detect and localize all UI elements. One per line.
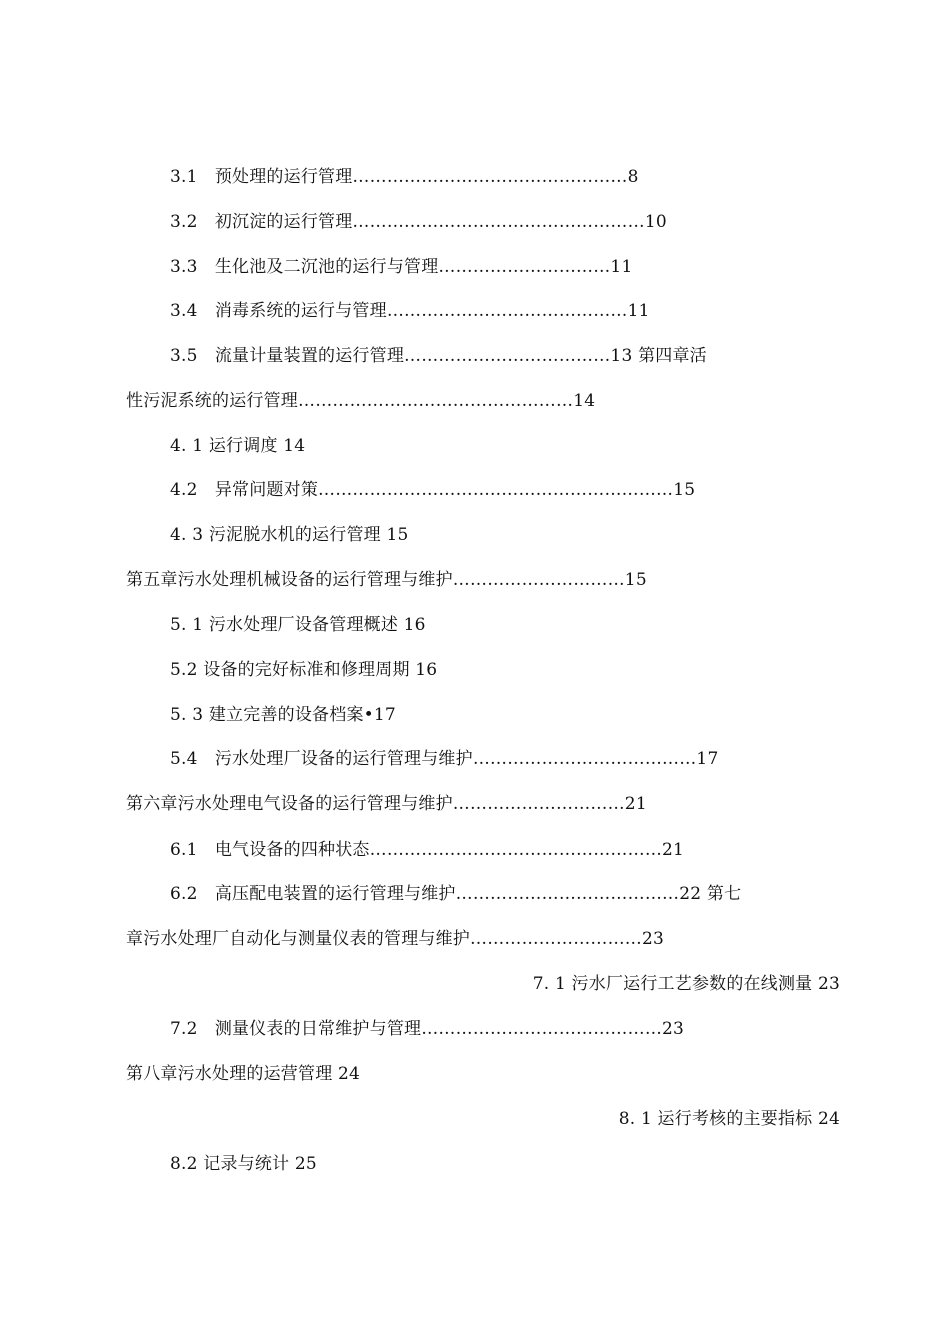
- toc-entry-3-1: 3.1 预处理的运行管理…………………………………………8: [170, 167, 639, 187]
- toc-entry-7-2: 7.2 测量仪表的日常维护与管理……………………………………23: [170, 1019, 685, 1039]
- toc-entry-chapter-8: 第八章污水处理的运营管理 24: [126, 1064, 361, 1084]
- toc-entry-6-1: 6.1 电气设备的四种状态……………………………………………21: [170, 840, 685, 860]
- toc-entry-chapter-7: 章污水处理厂自动化与测量仪表的管理与维护…………………………23: [126, 929, 665, 949]
- toc-entry-4-3: 4. 3 污泥脱水机的运行管理 15: [170, 525, 409, 545]
- toc-entry-4-2: 4.2 异常问题对策…………………………..…………………………15: [170, 480, 696, 500]
- toc-entry-4-1: 4. 1 运行调度 14: [170, 436, 306, 456]
- toc-entry-5-1: 5. 1 污水处理厂设备管理概述 16: [170, 615, 426, 635]
- toc-entry-3-3: 3.3 生化池及二沉池的运行与管理…………………………11: [170, 257, 633, 277]
- toc-entry-chapter-5: 第五章污水处理机械设备的运行管理与维护…………………………15: [126, 570, 647, 590]
- toc-entry-8-2: 8.2 记录与统计 25: [170, 1154, 317, 1174]
- toc-entry-3-5: 3.5 流量计量装置的运行管理………………………………13 第四章活: [170, 346, 707, 366]
- toc-entry-5-4: 5.4 污水处理厂设备的运行管理与维护…………………………………17: [170, 749, 719, 769]
- toc-entry-3-4: 3.4 消毒系统的运行与管理……………………………………11: [170, 301, 650, 321]
- toc-entry-6-2: 6.2 高压配电装置的运行管理与维护…………………………………22 第七: [170, 884, 742, 904]
- toc-entry-8-1: 8. 1 运行考核的主要指标 24: [618, 1109, 840, 1129]
- toc-entry-chapter-6: 第六章污水处理电气设备的运行管理与维护…………………………21: [126, 794, 647, 814]
- toc-entry-5-2: 5.2 设备的完好标准和修理周期 16: [170, 660, 438, 680]
- toc-entry-7-1: 7. 1 污水厂运行工艺参数的在线测量 23: [532, 974, 840, 994]
- toc-entry-3-2: 3.2 初沉淀的运行管理……………………………………………10: [170, 212, 667, 232]
- toc-entry-chapter-4: 性污泥系统的运行管理…………………………………………14: [126, 391, 596, 411]
- toc-entry-5-3: 5. 3 建立完善的设备档案•17: [170, 705, 396, 725]
